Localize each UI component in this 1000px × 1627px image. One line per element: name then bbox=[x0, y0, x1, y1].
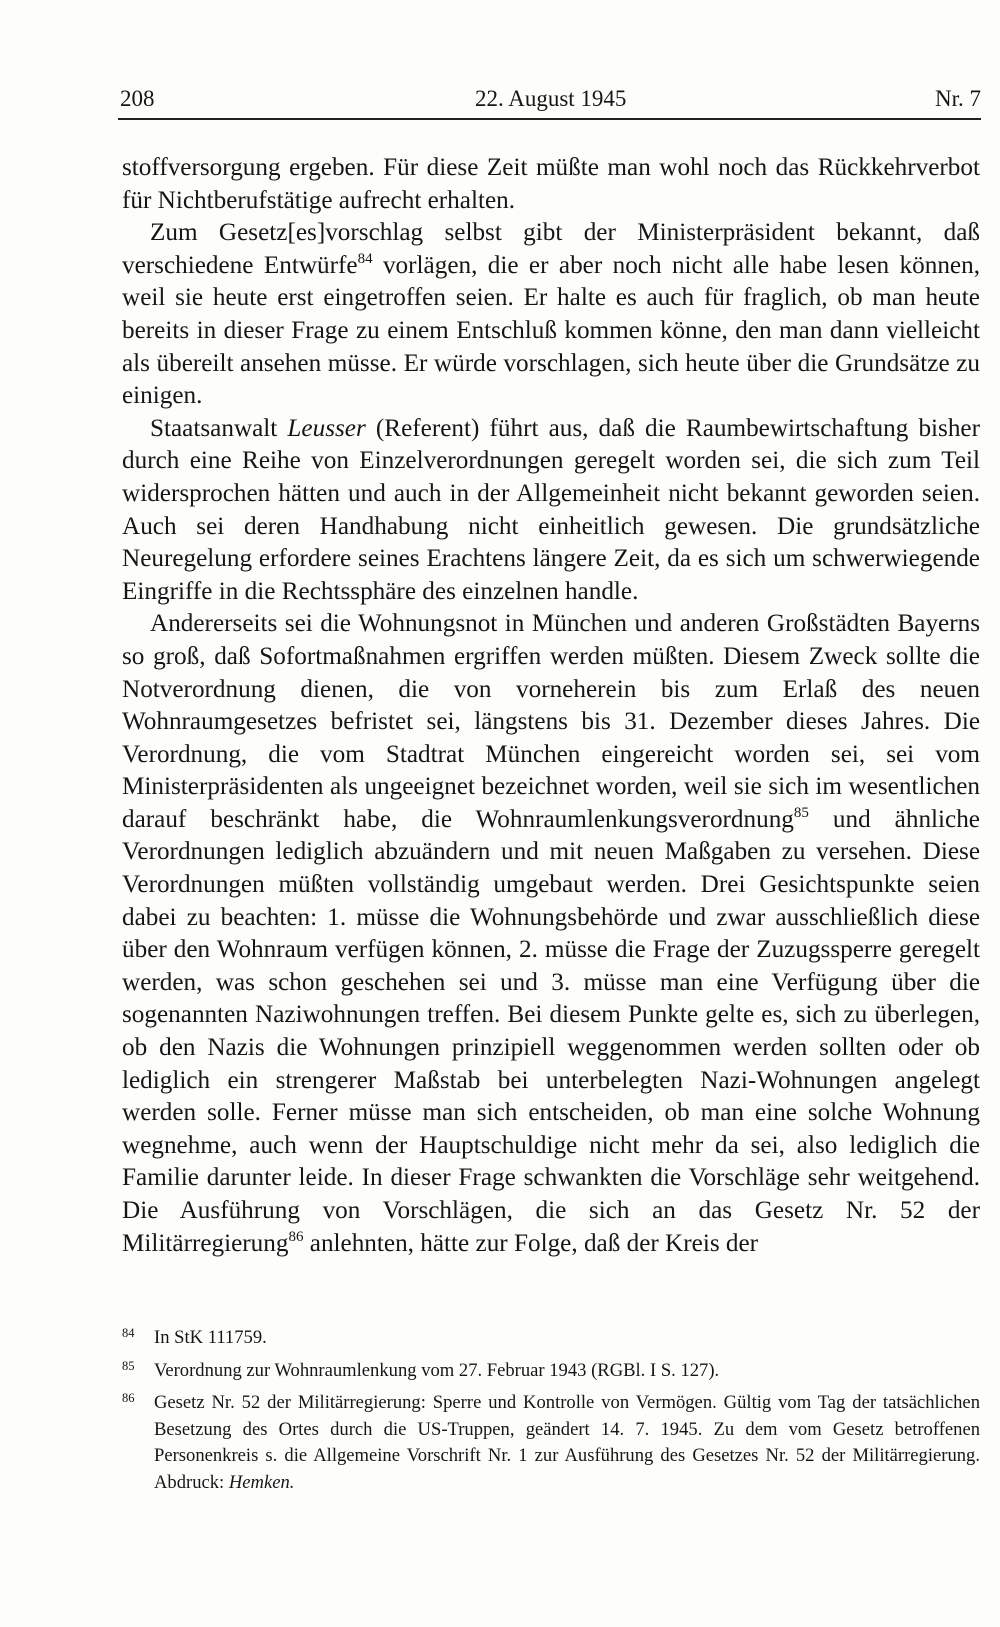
source-title: Hemken. bbox=[228, 1471, 295, 1493]
footnote bbox=[122, 1325, 980, 1352]
paragraph bbox=[122, 217, 980, 413]
footnote-mark: 84 bbox=[122, 1326, 135, 1340]
footnote-reference[interactable]: 85 bbox=[793, 804, 809, 821]
paragraph bbox=[122, 152, 980, 217]
main-text bbox=[122, 152, 980, 1260]
footnote bbox=[122, 1358, 980, 1385]
header-date: 22. August 1945 bbox=[475, 86, 627, 111]
paragraph-text: Andererseits sei die Wohnungsnot in München und anderen Großstädten Bayerns so groß, daß Sofortmaßnahmen ergriffen werden müßten. Diesem Zweck sollte die Notverordnung dienen, die von vorneherein bis zum Erlaß des neuen Wohnraumgesetzes befristet sei, längstens bis 31. Dezember dieses Jahres. Die Verordnung, die vom Stadtrat München eingereicht worden sei, sei vom Ministerpräsidenten als ungeeignet bezeichnet worden, weil sie sich im wesentlichen darauf beschränkt habe, die Wohnraumlenkungsverordnung bbox=[122, 610, 980, 833]
paragraph-text: anlehnten, hätte zur Folge, daß der Kreis der bbox=[303, 1229, 759, 1257]
footnote-mark: 86 bbox=[122, 1391, 135, 1405]
paragraph-text: und ähnliche Verordnungen lediglich abzuändern und mit neuen Maßgaben zu versehen. Diese Verordnungen müßten vollständig umgebaut werden. Drei Gesichtspunkte seien dabei zu beachten: 1. müsse die Wohnungsbehörde und zwar ausschließlich diese über den Wohnraum verfügen können, 2. müsse die Frage der Zuzugssperre geregelt werden, was schon geschehen sei und 3. müsse man eine Verfügung über die sogenannten Naziwohnungen treffen. Bei diesem Punkte gelte es, sich zu überlegen, ob den Nazis die Wohnungen prinzipiell weggenommen werden sollten oder ob lediglich ein strengerer Maßstab bei unterbelegten Nazi-Wohnungen angelegt werden solle. Ferner müsse man sich entscheiden, ob man eine solche Wohnung wegnehme, auch wenn der Hauptschuldige nicht mehr da sei, also lediglich die Familie darunter leide. In dieser Frage schwankten die Vorschläge sehr weitgehend. Die Ausführung von Vorschlägen, die sich an das Gesetz Nr. 52 der Militärregierung bbox=[122, 805, 980, 1257]
document-number: Nr. 7 bbox=[935, 86, 981, 111]
person-name: Leusser bbox=[287, 414, 366, 442]
footnote-text: Gesetz Nr. 52 der Militärregierung: Sperre und Kontrolle von Vermögen. Gültig vom Tag der tatsächlichen Besetzung des Ortes durch die US-Truppen, geändert 14. 7. 1945. Zu dem vom Gesetz betroffenen Personenkreis s. die Allgemeine Vorschrift Nr. 1 zur Ausführung des Gesetzes Nr. 52 der Militärregierung. Abdruck: bbox=[154, 1392, 980, 1493]
page-number: 208 bbox=[120, 86, 155, 111]
paragraph-text: Zum Gesetz[es]vorschlag selbst gibt der Ministerpräsident bekannt, daß verschiedene Entwürfe bbox=[122, 219, 980, 279]
paragraph-text: (Referent) führt aus, daß die Raumbewirtschaftung bisher durch eine Reihe von Einzelverordnungen geregelt worden sei, die sich zum Teil widersprochen hätten und auch in der Allgemeinheit nicht bekannt geworden seien. Auch sei deren Handhabung nicht einheitlich gewesen. Die grundsätzliche Neuregelung erfordere seines Erachtens längere Zeit, da es sich um schwerwiegende Eingriffe in die Rechtssphäre des einzelnen handle. bbox=[122, 414, 980, 605]
paragraph-text: stoffversorgung ergeben. Für diese Zeit müßte man wohl noch das Rückkehrverbot für Nichtberufstätige aufrecht erhalten. bbox=[122, 154, 980, 214]
footnote-text: In StK 111759. bbox=[154, 1327, 267, 1348]
footnotes bbox=[122, 1325, 980, 1496]
footnote bbox=[122, 1390, 980, 1496]
footnote-text: Verordnung zur Wohnraumlenkung vom 27. Februar 1943 (RGBl. I S. 127). bbox=[154, 1359, 720, 1381]
paragraph-text: Staatsanwalt bbox=[150, 414, 288, 442]
footnote-mark: 85 bbox=[122, 1358, 135, 1373]
paragraph bbox=[122, 413, 980, 609]
paragraph-text: vorlägen, die er aber noch nicht alle habe lesen können, weil sie heute erst eingetroffen seien. Er halte es auch für fraglich, ob man heute bereits in dieser Frage zu einem Entschluß kommen könne, den man dann vielleicht als übereilt ansehen müsse. Er würde vorschlagen, sich heute über die Grundsätze zu einigen. bbox=[122, 251, 980, 410]
paragraph bbox=[122, 608, 980, 1260]
footnote-reference[interactable]: 84 bbox=[357, 250, 373, 267]
footnote-reference[interactable]: 86 bbox=[288, 1228, 304, 1245]
header-rule bbox=[118, 118, 981, 120]
